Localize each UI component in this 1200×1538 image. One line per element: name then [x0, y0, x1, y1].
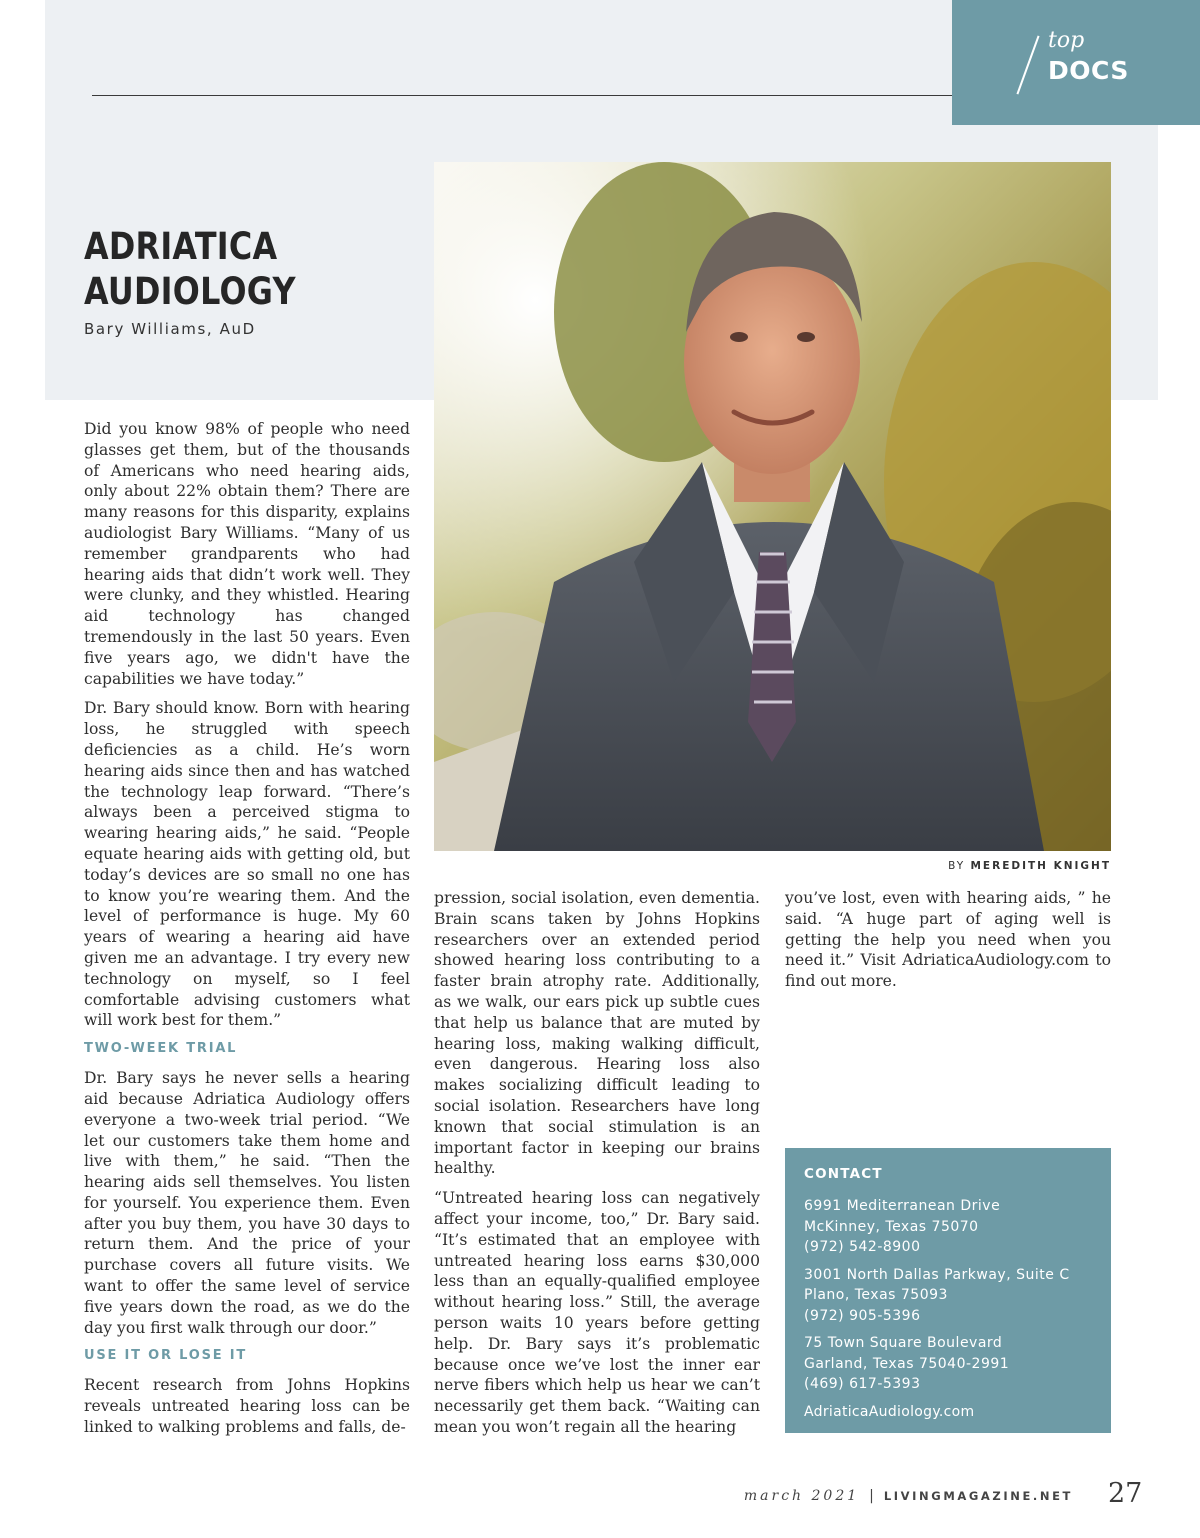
article-paragraph: pression, social isolation, even dementia. Brain scans taken by Johns Hopkins researchers over an extended period showed hearing loss contributing to a faster brain atrophy rate. Additionally, as we walk, our ears pick up subtle cues that help us balance that are muted by hearing loss, making walking difficult, even dangerous. Hearing loss also makes socializing difficult leading to social isolation. Researchers have long known that social stimulation is an important factor in keeping our brains healthy.	[434, 889, 760, 1178]
article-paragraph: Did you know 98% of people who need glasses get them, but of the thousands of Americans who need hearing aids, only about 22% obtain them? There are many reasons for this disparity, explains audiologist Bary Williams. “Many of us remember grandparents who had hearing aids that didn’t work well. They were clunky, and they whistled. Hearing aid technology has changed tremendously in the last 50 years. Even five years ago, we didn't have the capabilities we have today.”	[84, 420, 410, 688]
byline-prefix: BY	[948, 860, 966, 872]
contact-box	[785, 1148, 1111, 1433]
location-street: 75 Town Square Boulevard	[804, 1335, 1003, 1351]
location-city: McKinney, Texas 75070	[804, 1218, 979, 1235]
section-tab-top: top	[1048, 28, 1085, 53]
location-mckinney	[804, 1196, 1092, 1258]
footer-separator: |	[869, 1488, 874, 1504]
location-garland	[804, 1333, 1092, 1395]
page-footer	[744, 1488, 1073, 1504]
location-plano	[804, 1265, 1092, 1327]
section-heading-use-it: USE IT OR LOSE IT	[84, 1348, 248, 1364]
article-paragraph: Recent research from Johns Hopkins reveals untreated hearing loss can be linked to walking problems and falls, de-	[84, 1376, 410, 1437]
article-column-1	[84, 419, 410, 1447]
section-tab-main: DOCS	[1048, 56, 1129, 85]
footer-site[interactable]: LIVINGMAGAZINE.NET	[883, 1489, 1073, 1503]
location-street: 3001 North Dallas Parkway, Suite C	[804, 1266, 1070, 1283]
page-number: 27	[1108, 1478, 1143, 1509]
article-column-3	[785, 888, 1111, 1001]
footer-issue: march 2021	[743, 1488, 860, 1504]
article-paragraph: “Untreated hearing loss can negatively affect your income, too,” Dr. Bary said. “It’s estimated that an employee with untreated hearing loss earns $30,000 less than an equally-qualified employee without hearing loss.” Still, the average person waits 10 years before getting help. Dr. Bary says it’s problematic because once we’ve lost the inner ear nerve fibers which help us hear we can’t necessarily get them back. “Waiting can mean you won’t regain all the hearing	[434, 1189, 760, 1436]
top-rule	[92, 95, 952, 96]
byline-author: MEREDITH KNIGHT	[970, 860, 1111, 872]
byline	[948, 860, 1111, 872]
article-title: ADRIATICA AUDIOLOGY	[84, 225, 296, 313]
location-phone[interactable]: (469) 617-5393	[804, 1376, 921, 1392]
article-paragraph: you’ve lost, even with hearing aids, ” he said. “A huge part of aging well is getting the help you need when you need it.” Visit AdriaticaAudiology.com to find out more.	[785, 889, 1111, 991]
portrait-illustration	[434, 162, 1111, 851]
location-city: Garland, Texas 75040-2991	[804, 1355, 1010, 1372]
section-heading-trial: TWO-WEEK TRIAL	[84, 1041, 238, 1057]
article-column-2	[434, 888, 760, 1447]
location-phone[interactable]: (972) 905-5396	[804, 1307, 921, 1324]
location-street: 6991 Mediterranean Drive	[804, 1198, 1001, 1214]
website-link[interactable]: AdriaticaAudiology.com	[804, 1403, 975, 1420]
article-subtitle: Bary Williams, AuD	[84, 320, 256, 338]
article-paragraph: Dr. Bary says he never sells a hearing aid because Adriatica Audiology offers everyone a two-week trial period. “We let our customers take them home and live with them,” he said. “Then the hearing aids sell themselves. You listen for yourself. You experience them. Even after you buy them, you have 30 days to return them. And the price of your purchase covers all future visits. We want to offer the same level of service five years down the road, as we do the day you first walk through our door.”	[84, 1069, 410, 1337]
contact-heading: CONTACT	[804, 1166, 883, 1182]
portrait-photo	[434, 162, 1111, 851]
location-city: Plano, Texas 75093	[804, 1287, 948, 1303]
article-paragraph: Dr. Bary should know. Born with hearing loss, he struggled with speech deficiencies as a child. He’s worn hearing aids since then and has watched the technology leap forward. “There’s always been a perceived stigma to wearing hearing aids,” he said. “People equate hearing aids with getting old, but today’s devices are so small no one has to know you’re wearing them. And the level of performance is huge. My 60 years of wearing a hearing aid have given me an advantage. I try every new technology on myself, so I feel comfortable advising customers what will work best for them.”	[84, 699, 410, 1030]
location-phone[interactable]: (972) 542-8900	[804, 1239, 921, 1255]
